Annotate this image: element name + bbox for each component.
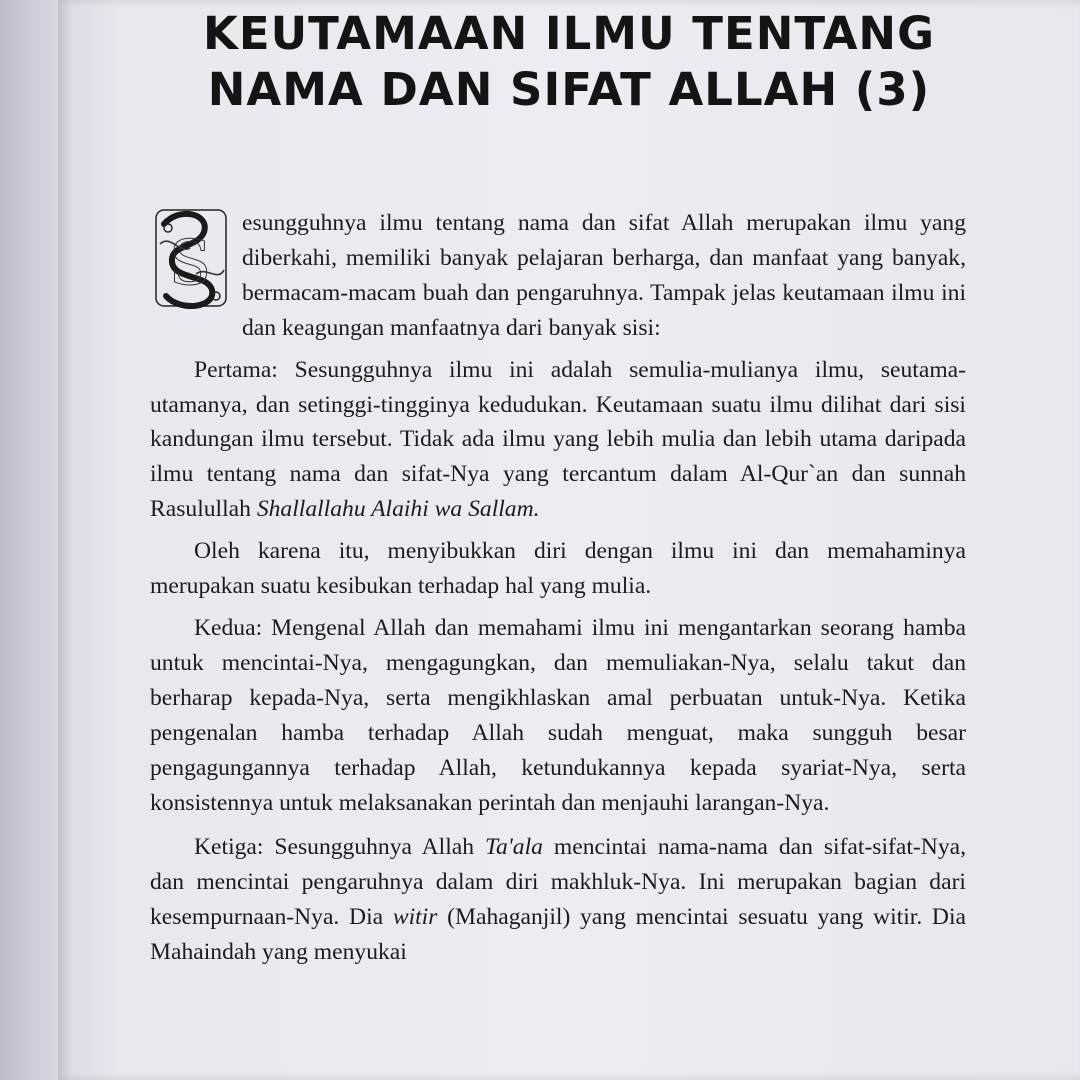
paragraph-ketiga-italic-2: witir — [392, 904, 438, 931]
adjacent-page-edge — [0, 0, 58, 1080]
paragraph-pertama-text: Pertama: Sesungguhnya ilmu ini adalah semulia-mulianya ilmu, seutama-utamanya, dan setinggi-tingginya kedudukan. Keutamaan suatu ilmu dilihat dari sisi kandungan ilmu tersebut. Tidak ada ilmu yang lebih mulia dan lebih utama daripada ilmu tentang nama dan sifat-Nya yang tercantum dalam Al-Qur`an dan sunnah Rasulullah — [150, 356, 966, 523]
chapter-title-line-2: NAMA DAN SIFAT ALLAH (3) — [207, 63, 931, 116]
paragraph-ketiga-text-c: (Mahaganjil) yang mencintai sesuatu yang witir. Dia Mahaindah yang menyukai — [150, 904, 966, 966]
dropcap-letter: S — [168, 226, 212, 299]
honorific-italic: Shallallahu Alaihi wa Sallam. — [256, 496, 540, 523]
paragraph-oleh — [150, 534, 966, 604]
paragraph-kedua-text: Kedua: Mengenal Allah dan memahami ilmu ini mengantarkan seorang hamba untuk mencintai-Nya, mengagungkan, dan memuliakan-Nya, selalu takut dan berharap kepada-Nya, serta mengikhlaskan amal perbuatan untuk-Nya. Ketika pengenalan hamba terhadap Allah sudah menguat, maka sungguh besar pengagungannya terhadap Allah, ketundukannya kepada syariat-Nya, serta konsistennya untuk melaksanakan perintah dan menjauhi larangan-Nya. — [150, 614, 966, 816]
ornamental-dropcap-icon — [150, 204, 236, 314]
body-text — [150, 206, 966, 977]
chapter-title — [58, 6, 1080, 118]
paragraph-pertama — [150, 353, 966, 528]
paragraph-ketiga-text-a: Ketiga: Sesungguhnya Allah — [194, 834, 475, 861]
paragraph-kedua — [150, 611, 966, 820]
paragraph-intro — [150, 206, 966, 346]
paragraph-intro-text: esungguhnya ilmu tentang nama dan sifat Allah merupakan ilmu yang diberkahi, memiliki banyak pelajaran berharga, dan manfaat yang banyak, bermacam-macam buah dan pengaruhnya. Tampak jelas keutamaan ilmu ini dan keagungan manfaatnya dari banyak sisi: — [242, 210, 966, 341]
book-page — [58, 0, 1080, 1080]
paragraph-ketiga — [150, 830, 966, 970]
chapter-title-line-1: KEUTAMAAN ILMU TENTANG — [202, 7, 936, 60]
paragraph-ketiga-text-b: mencintai nama-nama dan sifat-sifat-Nya, dan mencintai pengaruhnya dalam diri makhluk-Nya. Ini merupakan bagian dari kesempurnaan-Nya. Dia — [150, 834, 966, 931]
paragraph-oleh-text: Oleh karena itu, menyibukkan diri dengan ilmu ini dan memahaminya merupakan suatu kesibukan terhadap hal yang mulia. — [150, 538, 966, 600]
paragraph-ketiga-italic-1: Ta'ala — [485, 834, 543, 861]
